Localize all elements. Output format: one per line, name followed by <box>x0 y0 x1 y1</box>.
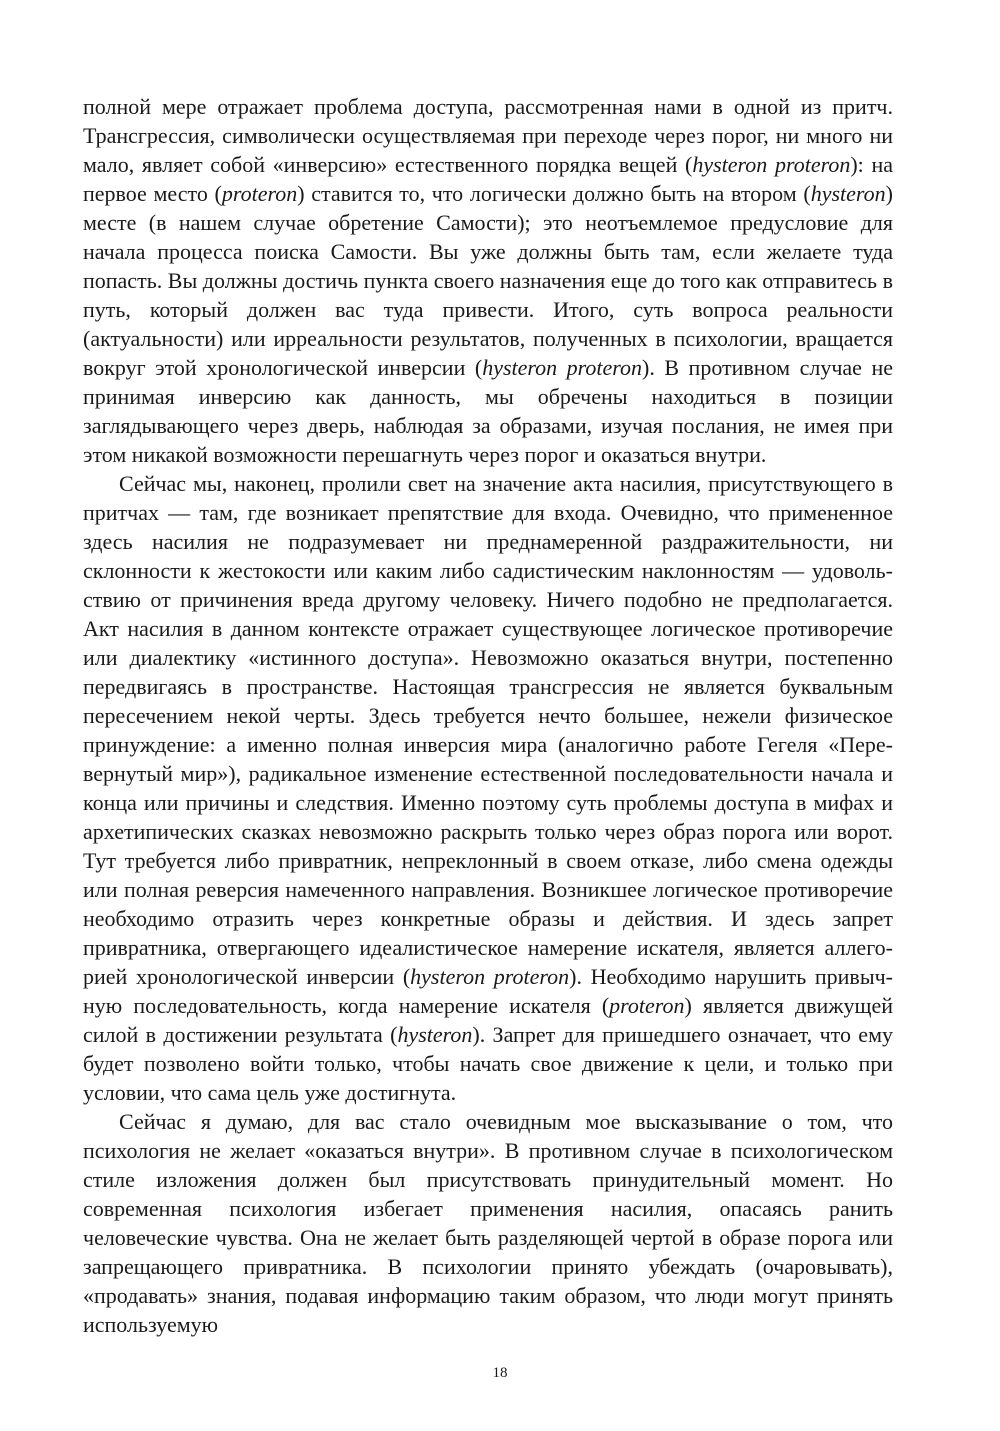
italic-term: proteron <box>221 181 298 206</box>
paragraph-2 <box>83 469 893 1107</box>
text-run: ). Необходимо нарушить привычную последовательность, когда намерение искателя ( <box>83 964 893 1018</box>
page-body <box>83 92 893 1339</box>
text-run: ). Запрет для пришедшего означает, что ему будет позволено войти только, чтобы начать свое движение к цели, и только при условии, что сама цель уже достигнута. <box>83 1022 893 1105</box>
italic-term: hysteron proteron <box>410 964 570 989</box>
page-number: 18 <box>492 1365 508 1381</box>
text-run: полной мере отражает проблема доступа, рассмотренная нами в одной из притч. Трансгрессия, символически осуществляемая при переходе через порог, ни много ни мало, являет собой «инверсию» естественного порядка вещей ( <box>83 94 893 177</box>
italic-term: proteron <box>609 993 685 1018</box>
italic-term: hysteron proteron <box>692 152 851 177</box>
text-run: Сейчас я думаю, для вас стало очевидным мое высказывание о том, что психология не желает «оказаться внутри». В противном случае в психологическом стиле изложения должен был присутствовать принудительный момент. Но современная психология избегает применения насилия, опасаясь ранить человеческие чувства. Она не желает быть разделяющей чертой в образе порога или запрещающего привратника. В психологии принято убеждать (очаровывать), «продавать» знания, подавая информацию таким образом, что люди могут принять используемую <box>83 1109 893 1337</box>
paragraph-1 <box>83 92 893 469</box>
italic-term: hysteron proteron <box>482 355 643 380</box>
text-run: ) является движущей силой в достижении результата ( <box>83 993 893 1047</box>
italic-term: hysteron <box>810 181 886 206</box>
text-run: ) месте (в нашем случае обретение Самости); это неотъемлемое предусловие для начала процесса поиска Самости. Вы уже должны быть там, если желаете туда попасть. Вы должны достичь пункта своего назначения еще до того как отправитесь в путь, который должен вас туда привести. Итого, суть вопроса реальности (актуальности) или ирреальности результатов, полученных в психологии, вращается вокруг этой хронологической инверсии ( <box>83 181 893 380</box>
text-run: ) ставится то, что логически должно быть на втором ( <box>297 181 811 206</box>
paragraph-3 <box>83 1107 893 1339</box>
text-run: Сейчас мы, наконец, пролили свет на значение акта насилия, присутствующего в притчах — там, где возникает препятствие для входа. Очевидно, что примененное здесь насилия не подразумевает ни преднамеренной раздражительности, ни склонности к жестокости или каким либо садистическим наклонностям — удовольствию от причинения вреда другому человеку. Ничего подобно не предполагается. Акт насилия в данном контексте отражает существующее логическое противоречие или диалектику «истинного доступа». Невозможно оказаться внутри, постепенно передвигаясь в пространстве. Настоящая трансгрессия не является буквальным пересечением некой черты. Здесь требуется нечто большее, нежели физическое принуждение: а именно полная инверсия мира (аналогично работе Гегеля «Перевернутый мир»), радикальное изменение естественной последовательности начала и конца или причины и следствия. Именно поэтому суть проблемы доступа в мифах и архетипических сказках невозможно раскрыть только через образ порога или ворот. Тут требуется либо привратник, непреклонный в своем отказе, либо смена одежды или полная реверсия намеченного направления. Возникшее логическое противоречие необходимо отразить через конкретные образы и действия. И здесь запрет привратника, отвергающего идеалистическое намерение искателя, является аллегорией хронологической инверсии ( <box>83 471 893 989</box>
text-run: ). В противном случае не принимая инверсию как данность, мы обречены находиться в позиции заглядывающего через дверь, наблюдая за образами, изучая послания, не имея при этом никакой возможности перешагнуть через порог и оказаться внутри. <box>83 355 893 467</box>
text-run: ): на первое место ( <box>83 152 893 206</box>
italic-term: hysteron <box>397 1022 473 1047</box>
